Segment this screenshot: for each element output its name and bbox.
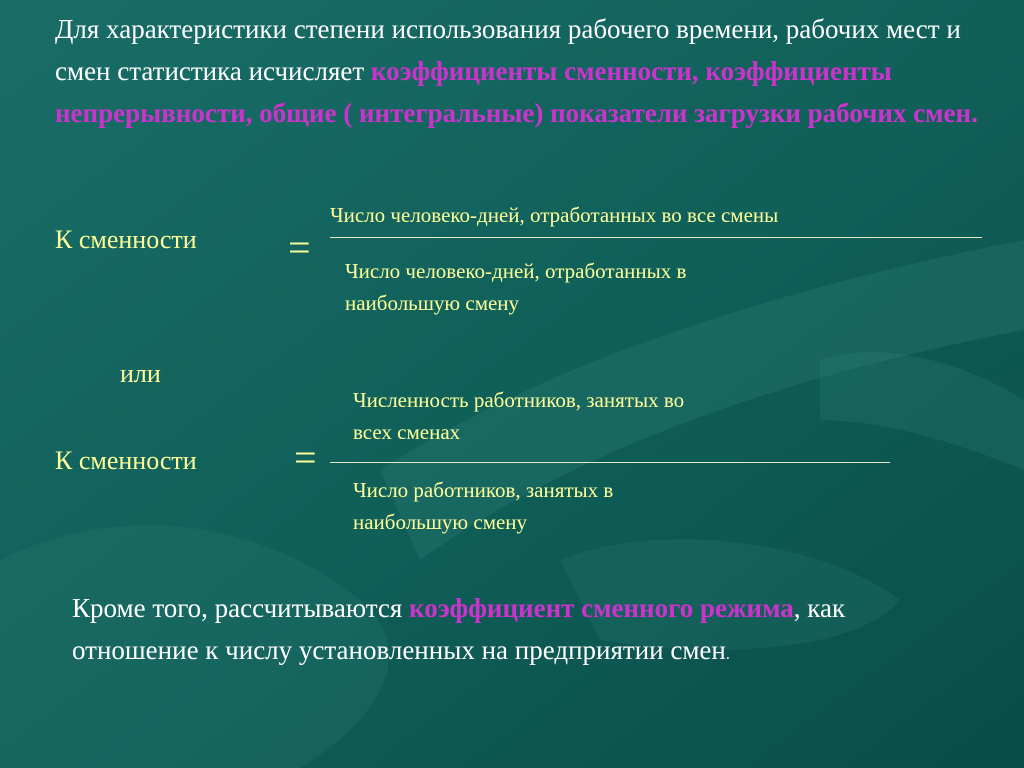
formula2-label: К сменности — [55, 446, 197, 475]
or-label: или — [120, 359, 161, 388]
formula2-fraction-bar — [330, 462, 890, 463]
intro-text: Для характеристики степени использования рабочего времени, рабочих мест и смен статистика исчисляет — [55, 14, 961, 86]
formula1-fraction-bar — [330, 237, 982, 238]
formula2-numerator-line1: Численность работников, занятых во — [353, 388, 685, 412]
formula1-denominator-line2: наибольшую смену — [345, 291, 520, 315]
formula1-numerator: Число человеко-дней, отработанных во все смены — [330, 203, 779, 227]
outro-text-end: , как отношение к числу установленных на предприятии смен — [72, 593, 846, 665]
intro-highlight: коэффициенты сменности, коэффициенты непрерывности, общие ( интегральные) показатели загрузки рабочих смен. — [55, 56, 978, 128]
intro-paragraph — [55, 8, 1005, 134]
formula2-numerator — [353, 384, 853, 448]
formula1-denominator-line1: Число человеко-дней, отработанных в — [345, 259, 687, 283]
formula1-label: К сменности — [55, 225, 197, 254]
formula2-equals: = — [294, 435, 317, 480]
outro-highlight: коэффициент сменного режима — [409, 593, 794, 623]
formula1-denominator — [345, 255, 865, 319]
formula1-equals: = — [288, 225, 311, 270]
formula2-denominator — [353, 474, 853, 538]
formula2-numerator-line2: всех сменах — [353, 420, 461, 444]
outro-period: . — [725, 646, 730, 663]
formula2-denominator-line2: наибольшую смену — [353, 510, 528, 534]
outro-text-start: Кроме того, рассчитываются — [72, 593, 410, 623]
formula2-denominator-line1: Число работников, занятых в — [353, 478, 614, 502]
outro-paragraph — [72, 587, 952, 676]
